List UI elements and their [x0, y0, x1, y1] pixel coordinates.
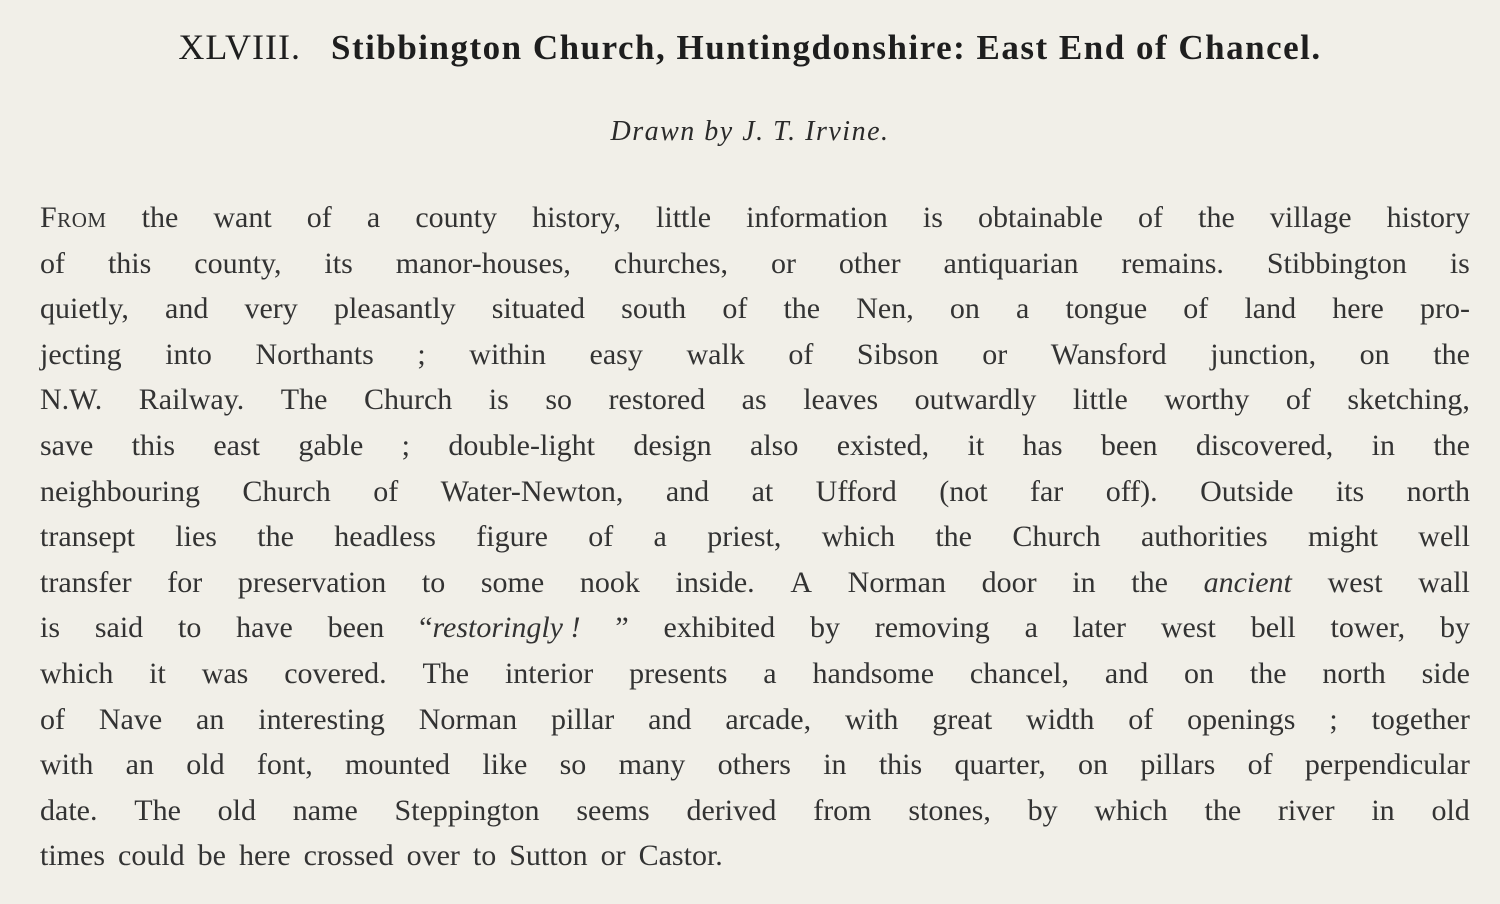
word: its [1335, 474, 1365, 508]
word: or [600, 839, 626, 873]
word: of [1128, 702, 1154, 736]
word: neighbouring [40, 474, 200, 508]
word: north [1322, 656, 1386, 690]
word: Ufford [815, 474, 897, 508]
word: Norman [847, 565, 946, 599]
word: outwardly [914, 383, 1037, 417]
word: name [292, 793, 358, 827]
word: the [1204, 793, 1242, 827]
text-line [40, 469, 1470, 515]
word: crossed [303, 839, 394, 873]
word: nook [579, 565, 640, 599]
word: is [40, 611, 61, 645]
word: tongue [1065, 292, 1148, 326]
word: the [1433, 428, 1470, 462]
word: removing [874, 611, 990, 645]
word: N.W. [40, 383, 103, 417]
word: the [1198, 201, 1235, 234]
word: to [472, 839, 497, 873]
word: east [213, 428, 260, 462]
word: pro- [1420, 292, 1470, 326]
word: an [125, 748, 154, 782]
text-line [40, 195, 1470, 241]
word: as [741, 383, 767, 417]
word: Norman [418, 702, 518, 736]
word: easy [589, 337, 643, 371]
text-line [40, 697, 1470, 743]
word: it [149, 656, 166, 690]
word: stones, [908, 793, 991, 827]
word: save [40, 428, 94, 462]
word: a [366, 201, 381, 234]
word: restored [608, 383, 706, 417]
word: could [118, 839, 185, 873]
word: like [482, 748, 528, 782]
word: other [838, 246, 901, 280]
word: worthy [1164, 383, 1250, 417]
word: of [40, 246, 65, 280]
word: in [1072, 565, 1096, 599]
word: have [236, 611, 293, 645]
word: Nen, [856, 292, 914, 326]
word: Castor. [638, 839, 723, 873]
word: far [1029, 474, 1064, 508]
byline: Drawn by J. T. Irvine. [610, 116, 890, 147]
word: of [1183, 292, 1209, 326]
word: by [1027, 793, 1058, 827]
text-line [40, 241, 1470, 287]
plate-title: Stibbington Church, Huntingdonshire: East End of Chancel. [331, 28, 1322, 67]
word: west [1160, 611, 1216, 645]
word: discovered, [1195, 428, 1334, 462]
word: the [1131, 565, 1168, 599]
text-line [40, 833, 1470, 879]
word: west [1327, 565, 1383, 599]
word: want [213, 201, 272, 234]
word: is [488, 383, 509, 417]
word: this [878, 748, 923, 782]
word: Water-Newton, [440, 474, 624, 508]
text-line [40, 377, 1470, 423]
word: also [750, 428, 799, 462]
word: this [131, 428, 176, 462]
word: and [165, 292, 209, 326]
word: or [982, 337, 1008, 371]
word: this [107, 246, 152, 280]
word: said [94, 611, 144, 645]
word: ancient [1203, 565, 1292, 599]
word: remains. [1121, 246, 1224, 280]
word: obtainable [977, 201, 1103, 234]
word: on [1359, 337, 1390, 371]
plate-number: XLVIII. [178, 27, 302, 67]
word: to [421, 565, 446, 599]
word: the [783, 292, 821, 326]
word: land [1244, 292, 1297, 326]
word: by [809, 611, 840, 645]
word: junction, [1210, 337, 1317, 371]
word: old [217, 793, 257, 827]
word: together [1371, 702, 1470, 736]
word: of [1247, 748, 1273, 782]
word: quarter, [954, 748, 1046, 782]
word: situated [491, 292, 586, 326]
plate-heading [0, 24, 1500, 71]
word: chancel, [969, 656, 1070, 690]
word: bell [1250, 611, 1296, 645]
word: some [480, 565, 545, 599]
word: lies [175, 520, 217, 554]
word: which [821, 520, 896, 554]
word: antiquarian [943, 246, 1079, 280]
word: Wansford [1050, 337, 1167, 371]
word: been [327, 611, 385, 645]
word: history [1386, 201, 1470, 234]
word: From [40, 201, 107, 234]
word: history, [532, 201, 621, 234]
word: which [40, 656, 114, 690]
text-line [40, 286, 1470, 332]
word: old [1431, 793, 1470, 827]
word: jecting [40, 337, 122, 371]
word: or [770, 246, 796, 280]
word: is [1449, 246, 1470, 280]
word: the [935, 520, 972, 554]
word: A [790, 565, 812, 599]
word: width [1026, 702, 1095, 736]
word: leaves [803, 383, 879, 417]
word: covered. [284, 656, 387, 690]
word: little [656, 201, 712, 234]
text-line [40, 651, 1470, 697]
word: walk [686, 337, 745, 371]
word: of [1138, 201, 1164, 234]
word: design [633, 428, 712, 462]
word: off). [1105, 474, 1158, 508]
word: Church [1012, 520, 1101, 554]
word: in [823, 748, 847, 782]
word: of [588, 520, 614, 554]
word: Northants [255, 337, 374, 371]
word: the [141, 201, 179, 234]
word: into [165, 337, 212, 371]
text-line [40, 332, 1470, 378]
word: the [1433, 337, 1470, 371]
word: and [665, 474, 710, 508]
word: pillars [1140, 748, 1216, 782]
word: its [324, 246, 353, 280]
word: of [788, 337, 814, 371]
word: Sibson [856, 337, 939, 371]
word: and [648, 702, 692, 736]
word: village [1269, 201, 1352, 234]
body-paragraph [40, 195, 1470, 879]
word: arcade, [725, 702, 812, 736]
word: Stibbington [1266, 246, 1407, 280]
word: door [981, 565, 1037, 599]
word: at [751, 474, 774, 508]
word: Church [242, 474, 331, 508]
word: very [244, 292, 298, 326]
word: mounted [345, 748, 451, 782]
word: an [196, 702, 225, 736]
word: of [1285, 383, 1311, 417]
word: of [722, 292, 748, 326]
word: over [406, 839, 460, 873]
word: which [1094, 793, 1168, 827]
word: river [1277, 793, 1335, 827]
word: headless [334, 520, 436, 554]
word: with [40, 748, 94, 782]
word: openings [1187, 702, 1296, 736]
word: side [1421, 656, 1470, 690]
word: from [813, 793, 872, 827]
word: here [238, 839, 291, 873]
word: others [717, 748, 791, 782]
word: Sutton [509, 839, 588, 873]
word: manor-houses, [395, 246, 571, 280]
word: wall [1418, 565, 1470, 599]
word: south [621, 292, 687, 326]
word: a [1024, 611, 1038, 645]
word: tower, [1330, 611, 1406, 645]
word: old [186, 748, 225, 782]
word: later [1072, 611, 1127, 645]
word: is [922, 201, 943, 234]
word: in [1371, 793, 1395, 827]
word: The [422, 656, 470, 690]
word: Steppington [394, 793, 540, 827]
word: derived [686, 793, 777, 827]
word: a [763, 656, 777, 690]
word: been [1100, 428, 1158, 462]
word: (not [939, 474, 988, 508]
word: transept [40, 520, 135, 554]
word: seems [576, 793, 650, 827]
word: Outside [1200, 474, 1294, 508]
text-line [40, 742, 1470, 788]
word: on [1078, 748, 1109, 782]
word: interesting [258, 702, 385, 736]
word: exhibited [663, 611, 776, 645]
word: transfer [40, 565, 132, 599]
word: ” [615, 611, 629, 645]
text-line [40, 560, 1470, 606]
word: authorities [1140, 520, 1268, 554]
word: for [167, 565, 203, 599]
word: within [469, 337, 546, 371]
word: of [306, 201, 332, 234]
word: it [967, 428, 985, 462]
word: great [932, 702, 993, 736]
word: and [1104, 656, 1149, 690]
word: in [1371, 428, 1395, 462]
word: figure [476, 520, 548, 554]
word: ; [1329, 702, 1338, 736]
word: might [1307, 520, 1378, 554]
word: a [653, 520, 667, 554]
word: double-light [448, 428, 595, 462]
word: font, [256, 748, 313, 782]
word: information [746, 201, 888, 234]
word: churches, [613, 246, 729, 280]
word: so [559, 748, 587, 782]
text-line [40, 514, 1470, 560]
word: The [280, 383, 328, 417]
word: on [1184, 656, 1215, 690]
word: Church [363, 383, 453, 417]
word: so [545, 383, 573, 417]
text-line [40, 788, 1470, 834]
word: to [178, 611, 202, 645]
word: pleasantly [333, 292, 456, 326]
word: a [1016, 292, 1030, 326]
word: the [1249, 656, 1287, 690]
word: gable [298, 428, 364, 462]
word: county [415, 201, 497, 234]
word: quietly, [40, 292, 129, 326]
word: existed, [836, 428, 930, 462]
word: Nave [98, 702, 163, 736]
word: interior [504, 656, 594, 690]
word: ; [417, 337, 426, 371]
word: north [1406, 474, 1470, 508]
word: pillar [550, 702, 615, 736]
word: by [1439, 611, 1470, 645]
word: inside. [675, 565, 755, 599]
word: well [1418, 520, 1470, 554]
word: many [618, 748, 686, 782]
word: be [197, 839, 226, 873]
word: little [1072, 383, 1128, 417]
word: “restoringly ! [419, 611, 581, 645]
word: of [373, 474, 399, 508]
word: The [134, 793, 181, 827]
word: sketching, [1347, 383, 1470, 417]
word: of [40, 702, 65, 736]
word: times [40, 839, 105, 873]
word: the [257, 520, 294, 554]
word: priest, [707, 520, 782, 554]
word: on [949, 292, 980, 326]
word: perpendicular [1304, 748, 1470, 782]
word: has [1022, 428, 1063, 462]
word: here [1332, 292, 1384, 326]
word: preservation [237, 565, 387, 599]
text-line [40, 605, 1470, 651]
word: county, [194, 246, 282, 280]
word: presents [629, 656, 728, 690]
word: date. [40, 793, 98, 827]
word: with [844, 702, 899, 736]
word: was [201, 656, 249, 690]
word: handsome [812, 656, 935, 690]
word: ; [401, 428, 410, 462]
word: Railway. [138, 383, 245, 417]
text-line [40, 423, 1470, 469]
